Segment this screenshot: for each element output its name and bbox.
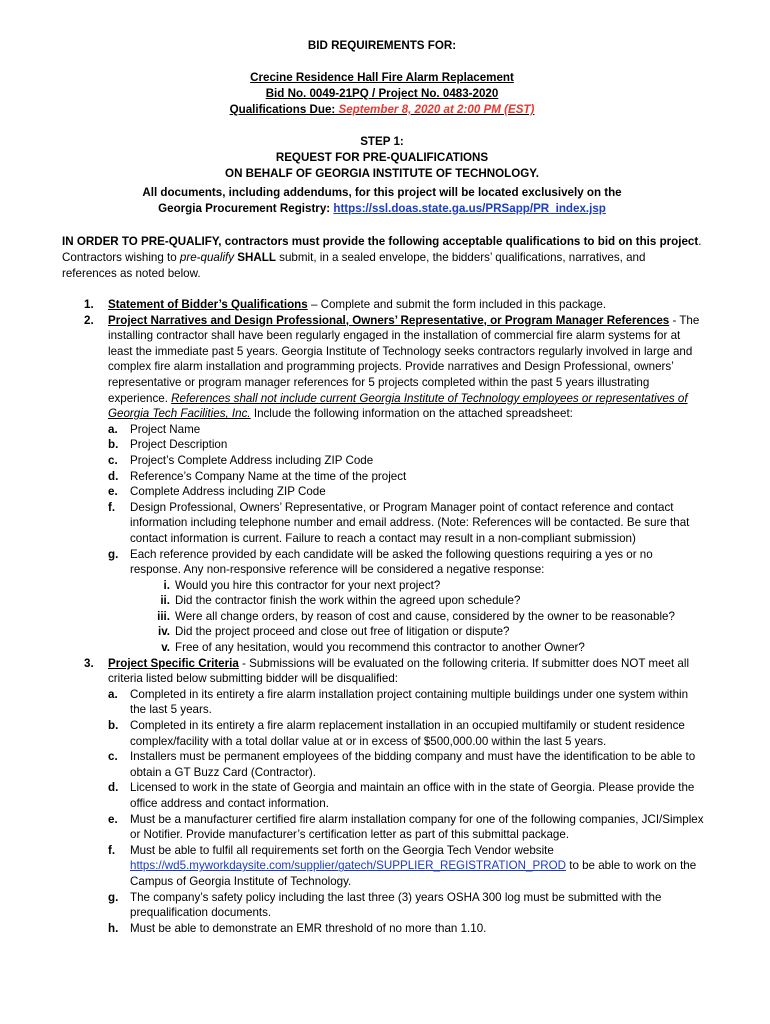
list-item (84, 313, 704, 656)
sub-item-letter: e. (108, 812, 118, 826)
sub-item-letter: g. (108, 890, 119, 904)
sub-item-letter: d. (108, 469, 119, 483)
step-label: STEP 1: (360, 135, 404, 148)
sub-item (108, 422, 704, 438)
sub-item-text: Must be able to fulfil all requirements set forth on the Georgia Tech Vendor website (130, 843, 554, 857)
sub-item (108, 437, 704, 453)
sub-item (108, 780, 704, 811)
sub-item-text: Each reference provided by each candidate will be asked the following questions requiring a yes or no response. Any non-responsive reference will be considered a negative response: (130, 547, 653, 577)
sub-item (108, 687, 704, 718)
sub-item-text: Project’s Complete Address including ZIP Code (130, 453, 374, 467)
item-text2: Include the following information on the attached spreadsheet: (250, 407, 573, 421)
item-title: Statement of Bidder’s Qualifications (108, 298, 308, 311)
sub-item-letter: c. (108, 750, 118, 764)
registry-notice (62, 185, 702, 217)
sub-item-letter: d. (108, 781, 119, 795)
question-text: Did the project proceed and close out free of litigation or dispute? (175, 625, 510, 639)
question-item (130, 624, 704, 640)
sub-item-text2: to be able to work on the Campus of Georgia Institute of Technology. (130, 859, 697, 888)
sub-item (108, 547, 704, 656)
item-number: 1. (84, 298, 94, 311)
question-item (130, 609, 704, 625)
sub-item-letter: a. (108, 687, 118, 701)
sub-item-letter: b. (108, 719, 119, 733)
question-numeral: iii. (157, 609, 170, 623)
intro-text3: submit, in a sealed envelope, the bidders’ qualifications, narratives, and references as noted below. (62, 251, 646, 280)
sub-list (108, 422, 704, 656)
item-number: 3. (84, 656, 94, 670)
registry-link[interactable]: https://ssl.doas.state.ga.us/PRSapp/PR_index.jsp (333, 202, 606, 215)
question-numeral: ii. (160, 594, 170, 608)
sub-item-text: Completed in its entirety a fire alarm installation project containing multiple buildings under one system within the last 5 years. (130, 687, 689, 717)
document-header (62, 38, 702, 182)
question-item (130, 578, 704, 594)
due-label: Qualifications Due: (229, 103, 339, 116)
list-item (84, 297, 704, 313)
sub-item-letter: b. (108, 438, 119, 452)
sub-item-letter: f. (108, 500, 116, 514)
sub-item (108, 469, 704, 485)
sub-item (108, 812, 704, 843)
sub-item-letter: a. (108, 422, 118, 436)
sub-item-text: Must be a manufacturer certified fire alarm installation company for one of the following companies, JCI/Simplex or Notifier. Provide manufacturer’s certification letter as part of this submittal package. (130, 812, 704, 842)
reference-questions (130, 578, 704, 656)
item-text: - The installing contractor shall have been regularly engaged in the installation of commercial fire alarm systems for at least the immediate past 5 years. Georgia Institute of Technology seeks contractors regularly involved in large and complex fire alarm installation and programming projects. Provide narratives and Design Professional, owners’ representative or program manager references for 5 projects completed within the past 5 years illustrating experience. (108, 313, 700, 405)
question-text: Were all change orders, by reason of cost and cause, considered by the owner to be reasonable? (175, 609, 675, 623)
sub-item-text: Completed in its entirety a fire alarm replacement installation in an occupied multifamily or student residence complex/facility with a total dollar value at or in excess of $500,000.00 within the last 5 years. (130, 719, 685, 748)
sub-item-letter: e. (108, 485, 118, 499)
sub-item-text: Project Name (130, 422, 201, 436)
sub-list (108, 687, 704, 937)
question-text: Did the contractor finish the work within the agreed upon schedule? (175, 594, 521, 608)
question-item (130, 640, 704, 656)
sub-item-text: Project Description (130, 438, 228, 452)
sub-item (108, 484, 704, 500)
item-title: Project Specific Criteria (108, 656, 239, 670)
question-numeral: i. (163, 578, 170, 592)
question-item (130, 593, 704, 609)
qualifications-due (62, 102, 702, 118)
question-numeral: iv. (157, 625, 170, 639)
item-text: – Complete and submit the form included in this package. (307, 298, 607, 311)
request-title: REQUEST FOR PRE-QUALIFICATIONS (275, 151, 489, 164)
sub-item (108, 500, 704, 547)
item-text: - Submissions will be evaluated on the following criteria. If submitter does NOT meet all criteria listed below submitting bidder will be disqualified: (108, 656, 690, 686)
sub-item-letter: f. (108, 843, 116, 857)
bid-requirements-heading: BID REQUIREMENTS FOR: (307, 39, 457, 52)
sub-item (108, 890, 704, 921)
item-number: 2. (84, 313, 94, 327)
sub-item-text: Installers must be permanent employees of the bidding company and must have the identification to be able to obtain a GT Buzz Card (Contractor). (130, 750, 696, 779)
intro-bold: IN ORDER TO PRE-QUALIFY, contractors must provide the following acceptable qualifications to bid on this project (62, 235, 699, 248)
intro-shall: SHALL (237, 251, 276, 264)
registry-line2 (62, 201, 702, 217)
sub-item-text: Design Professional, Owners’ Representative, or Program Manager point of contact reference and contact information including telephone number and email address. (Note: References will be contacted. Be sure that contact information is current. Failure to reach a contact may result in a non-compliant submission) (130, 500, 690, 545)
sub-item (108, 749, 704, 780)
item-title: Project Narratives and Design Professional, Owners’ Representative, or Program Manager References (108, 313, 670, 327)
registry-line1: All documents, including addendums, for this project will be located exclusively on the (142, 186, 622, 199)
sub-item (108, 921, 704, 937)
intro-paragraph (62, 234, 702, 282)
sub-item-text: Reference’s Company Name at the time of the project (130, 469, 407, 483)
question-numeral: v. (161, 641, 170, 655)
sub-item (108, 843, 704, 890)
question-text: Would you hire this contractor for your next project? (175, 578, 441, 592)
sub-item-text: Must be able to demonstrate an EMR threshold of no more than 1.10. (130, 921, 487, 935)
sub-item-letter: g. (108, 547, 119, 561)
registry-label: Georgia Procurement Registry: (158, 202, 334, 215)
due-date: September 8, 2020 at 2:00 PM (EST) (338, 103, 535, 116)
sub-item (108, 453, 704, 469)
bid-number: Bid No. 0049-21PQ / Project No. 0483-2020 (265, 87, 499, 100)
sub-item-letter: c. (108, 453, 118, 467)
sub-item-letter: h. (108, 921, 119, 935)
intro-italic: pre-qualify (179, 251, 235, 264)
sub-item (108, 718, 704, 749)
list-item (84, 656, 704, 937)
project-title: Crecine Residence Hall Fire Alarm Replacement (250, 71, 514, 84)
vendor-website-link[interactable]: https://wd5.myworkdaysite.com/supplier/gatech/SUPPLIER_REGISTRATION_PROD (130, 859, 566, 873)
sub-item-text: The company’s safety policy including the last three (3) years OSHA 300 log must be submitted with the prequalification documents. (130, 890, 662, 920)
requirements-list (84, 297, 704, 936)
sub-item-text: Complete Address including ZIP Code (130, 485, 326, 499)
item-note: References shall not include current Georgia Institute of Technology employees or representatives of Georgia Tech Facilities, Inc. (108, 391, 688, 421)
question-text: Free of any hesitation, would you recommend this contractor to another Owner? (175, 641, 585, 655)
behalf-line: ON BEHALF OF GEORGIA INSTITUTE OF TECHNOLOGY. (225, 167, 539, 180)
sub-item-text: Licensed to work in the state of Georgia and maintain an office with in the state of Georgia. Please provide the office address and contact information. (130, 781, 695, 810)
intro-text1: . Contractors wishing to (62, 235, 702, 264)
